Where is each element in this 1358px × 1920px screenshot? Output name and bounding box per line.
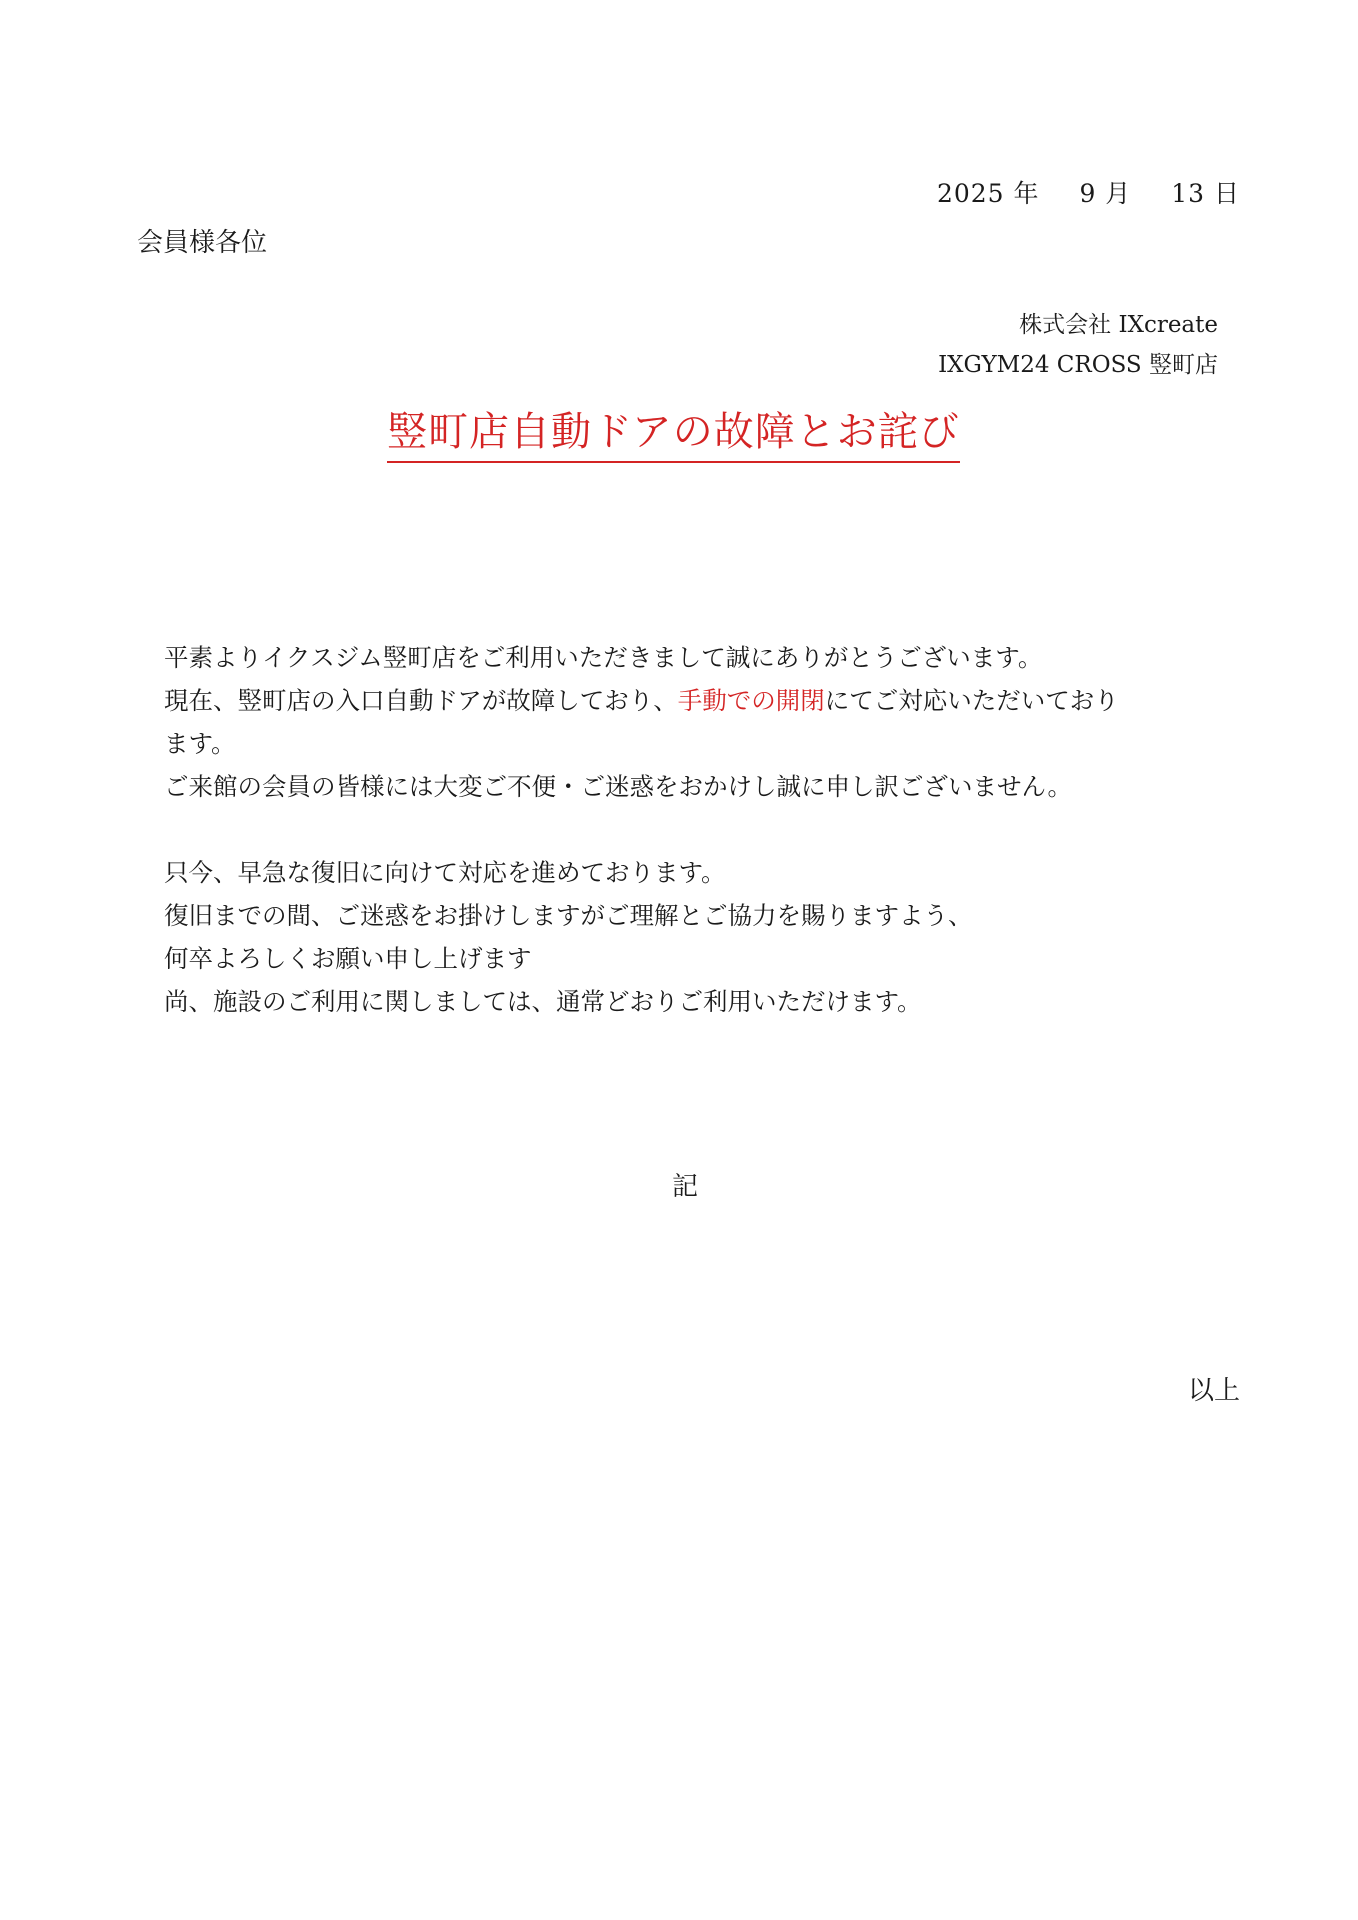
body-line: 只今、早急な復旧に向けて対応を進めております。 [164,858,726,887]
highlight-manual-operation: 手動での開閉 [677,686,825,715]
notice-date [937,174,1240,210]
body-line-post: にてご対応いただいており [824,686,1119,715]
body-line-pre: 現在、竪町店の入口自動ドアが故障しており、 [164,686,678,715]
ki-marker: 記 [672,1172,699,1202]
document-title: 竪町店自動ドアの故障とお詫び [387,400,960,463]
body-line: 何卒よろしくお願い申し上げます [164,944,532,973]
date-day-unit: 日 [1213,179,1240,208]
closing-ijou: 以上 [1187,1376,1240,1406]
body-line: 尚、施設のご利用に関しましては、通常どおりご利用いただけます。 [164,987,922,1016]
body-line [164,679,1224,722]
body-line: ご来館の会員の皆様には大変ご不便・ご迷惑をおかけし誠に申し訳ございません。 [164,772,1072,801]
sender-company: 株式会社 IXcreate [1019,312,1218,338]
body-line: ます。 [164,729,236,758]
body-line: 平素よりイクスジム竪町店をご利用いただきまして誠にありがとうございます。 [164,643,1043,672]
recipient: 会員様各位 [137,228,268,258]
date-year-unit: 年 [1013,179,1040,208]
body-line: 復旧までの間、ご迷惑をお掛けしますがご理解とご協力を賜りますよう、 [164,901,973,930]
date-day: 13 [1171,179,1206,208]
paragraph-spacer [164,808,1224,851]
notice-body [164,636,1224,1023]
sender-store: IXGYM24 CROSS 竪町店 [938,352,1218,378]
date-year: 2025 [936,179,1005,208]
date-month: 9 [1079,179,1097,208]
date-month-unit: 月 [1105,179,1132,208]
